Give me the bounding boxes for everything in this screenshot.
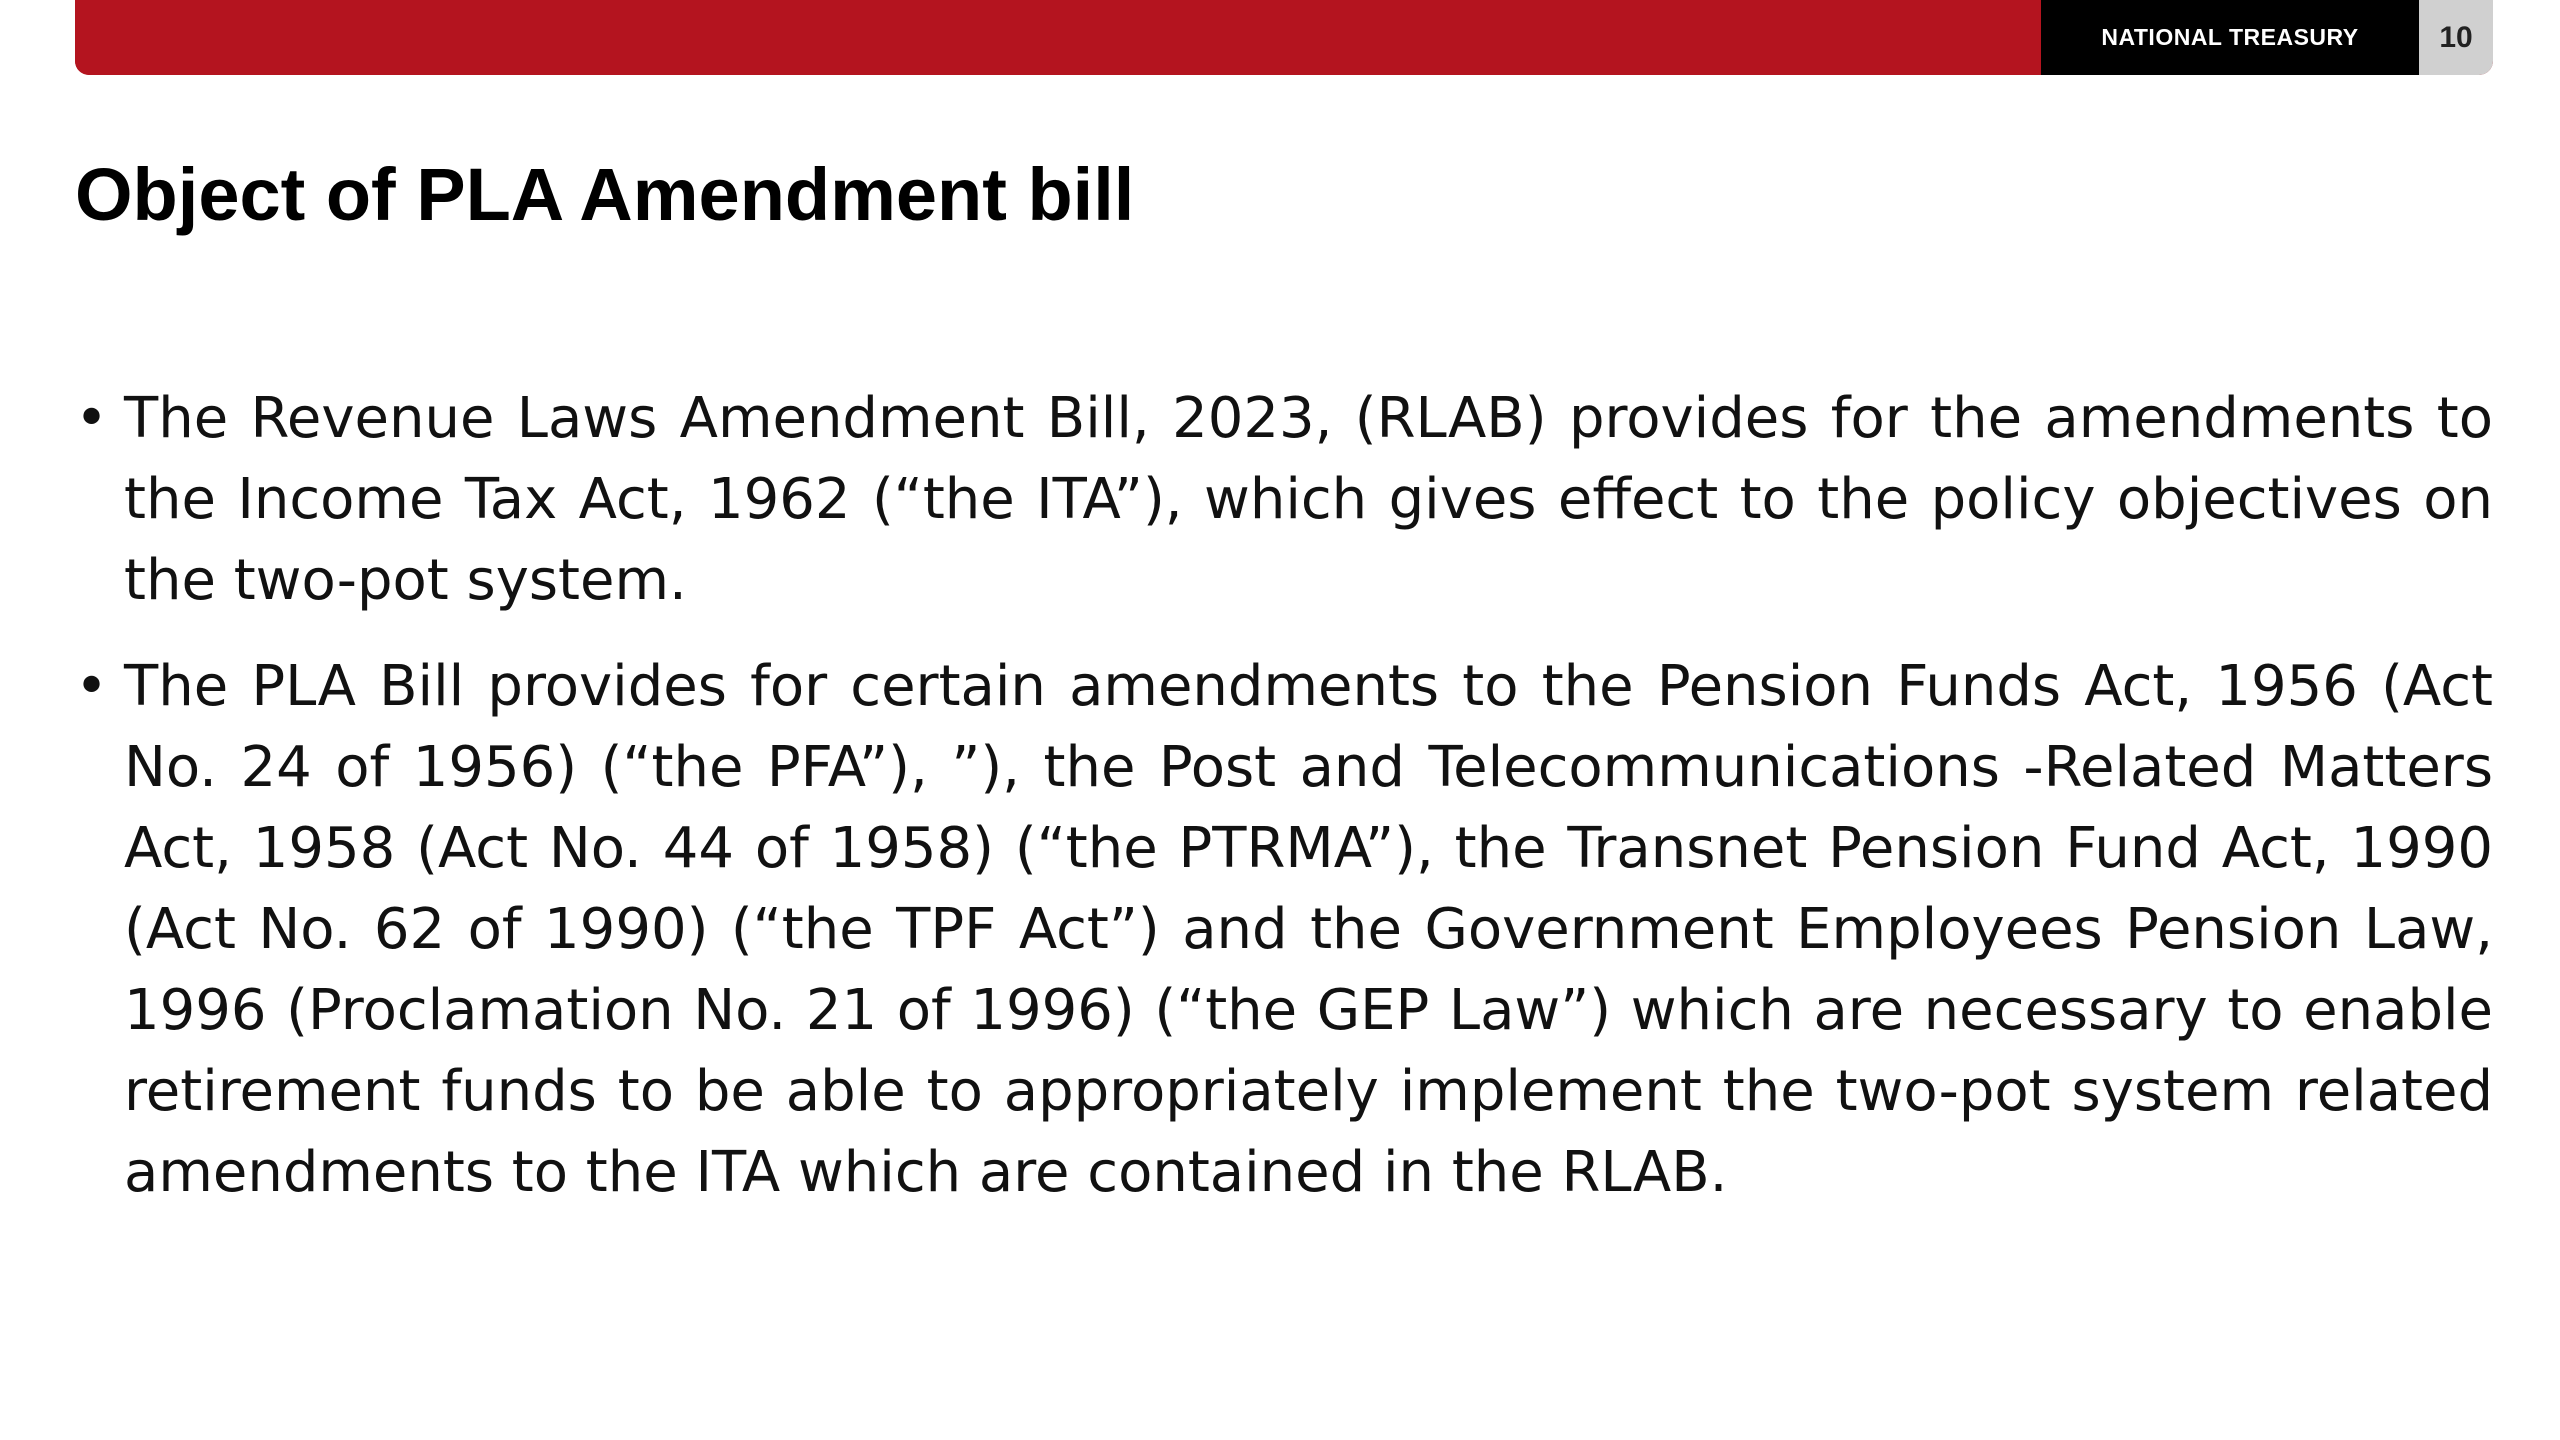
header-bar — [75, 0, 2493, 75]
header-accent-band — [75, 0, 2041, 75]
bullet-item-pla-bill — [75, 646, 2493, 1213]
bullet-item-rlab — [75, 378, 2493, 621]
bullet-dot-icon: • — [75, 654, 109, 719]
bullet-list — [75, 378, 2493, 1238]
slide-title: Object of PLA Amendment bill — [75, 153, 1135, 236]
bullet-text: The Revenue Laws Amendment Bill, 2023, (RLAB) provides for the amendments to the Income Tax Act, 1962 (“the ITA”), which gives effect to the policy objectives on the two-pot system. — [124, 386, 2493, 613]
slide-page-number: 10 — [2419, 0, 2493, 75]
organization-label: NATIONAL TREASURY — [2041, 0, 2419, 75]
bullet-text: The PLA Bill provides for certain amendments to the Pension Funds Act, 1956 (Act No. 24 of 1956) (“the PFA”), ”), the Post and Telecommunications -Related Matters Act, 1958 (Act No. 44 of 1958) (“the PTRMA”), the Transnet Pension Fund Act, 1990 (Act No. 62 of 1990) (“the TPF Act”) and the Government Employees Pension Law, 1996 (Proclamation No. 21 of 1996) (“the GEP Law”) which are necessary to enable retirement funds to be able to appropriately implement the two-pot system related amendments to the ITA which are contained in the RLAB. — [124, 654, 2493, 1205]
bullet-dot-icon: • — [75, 386, 109, 451]
